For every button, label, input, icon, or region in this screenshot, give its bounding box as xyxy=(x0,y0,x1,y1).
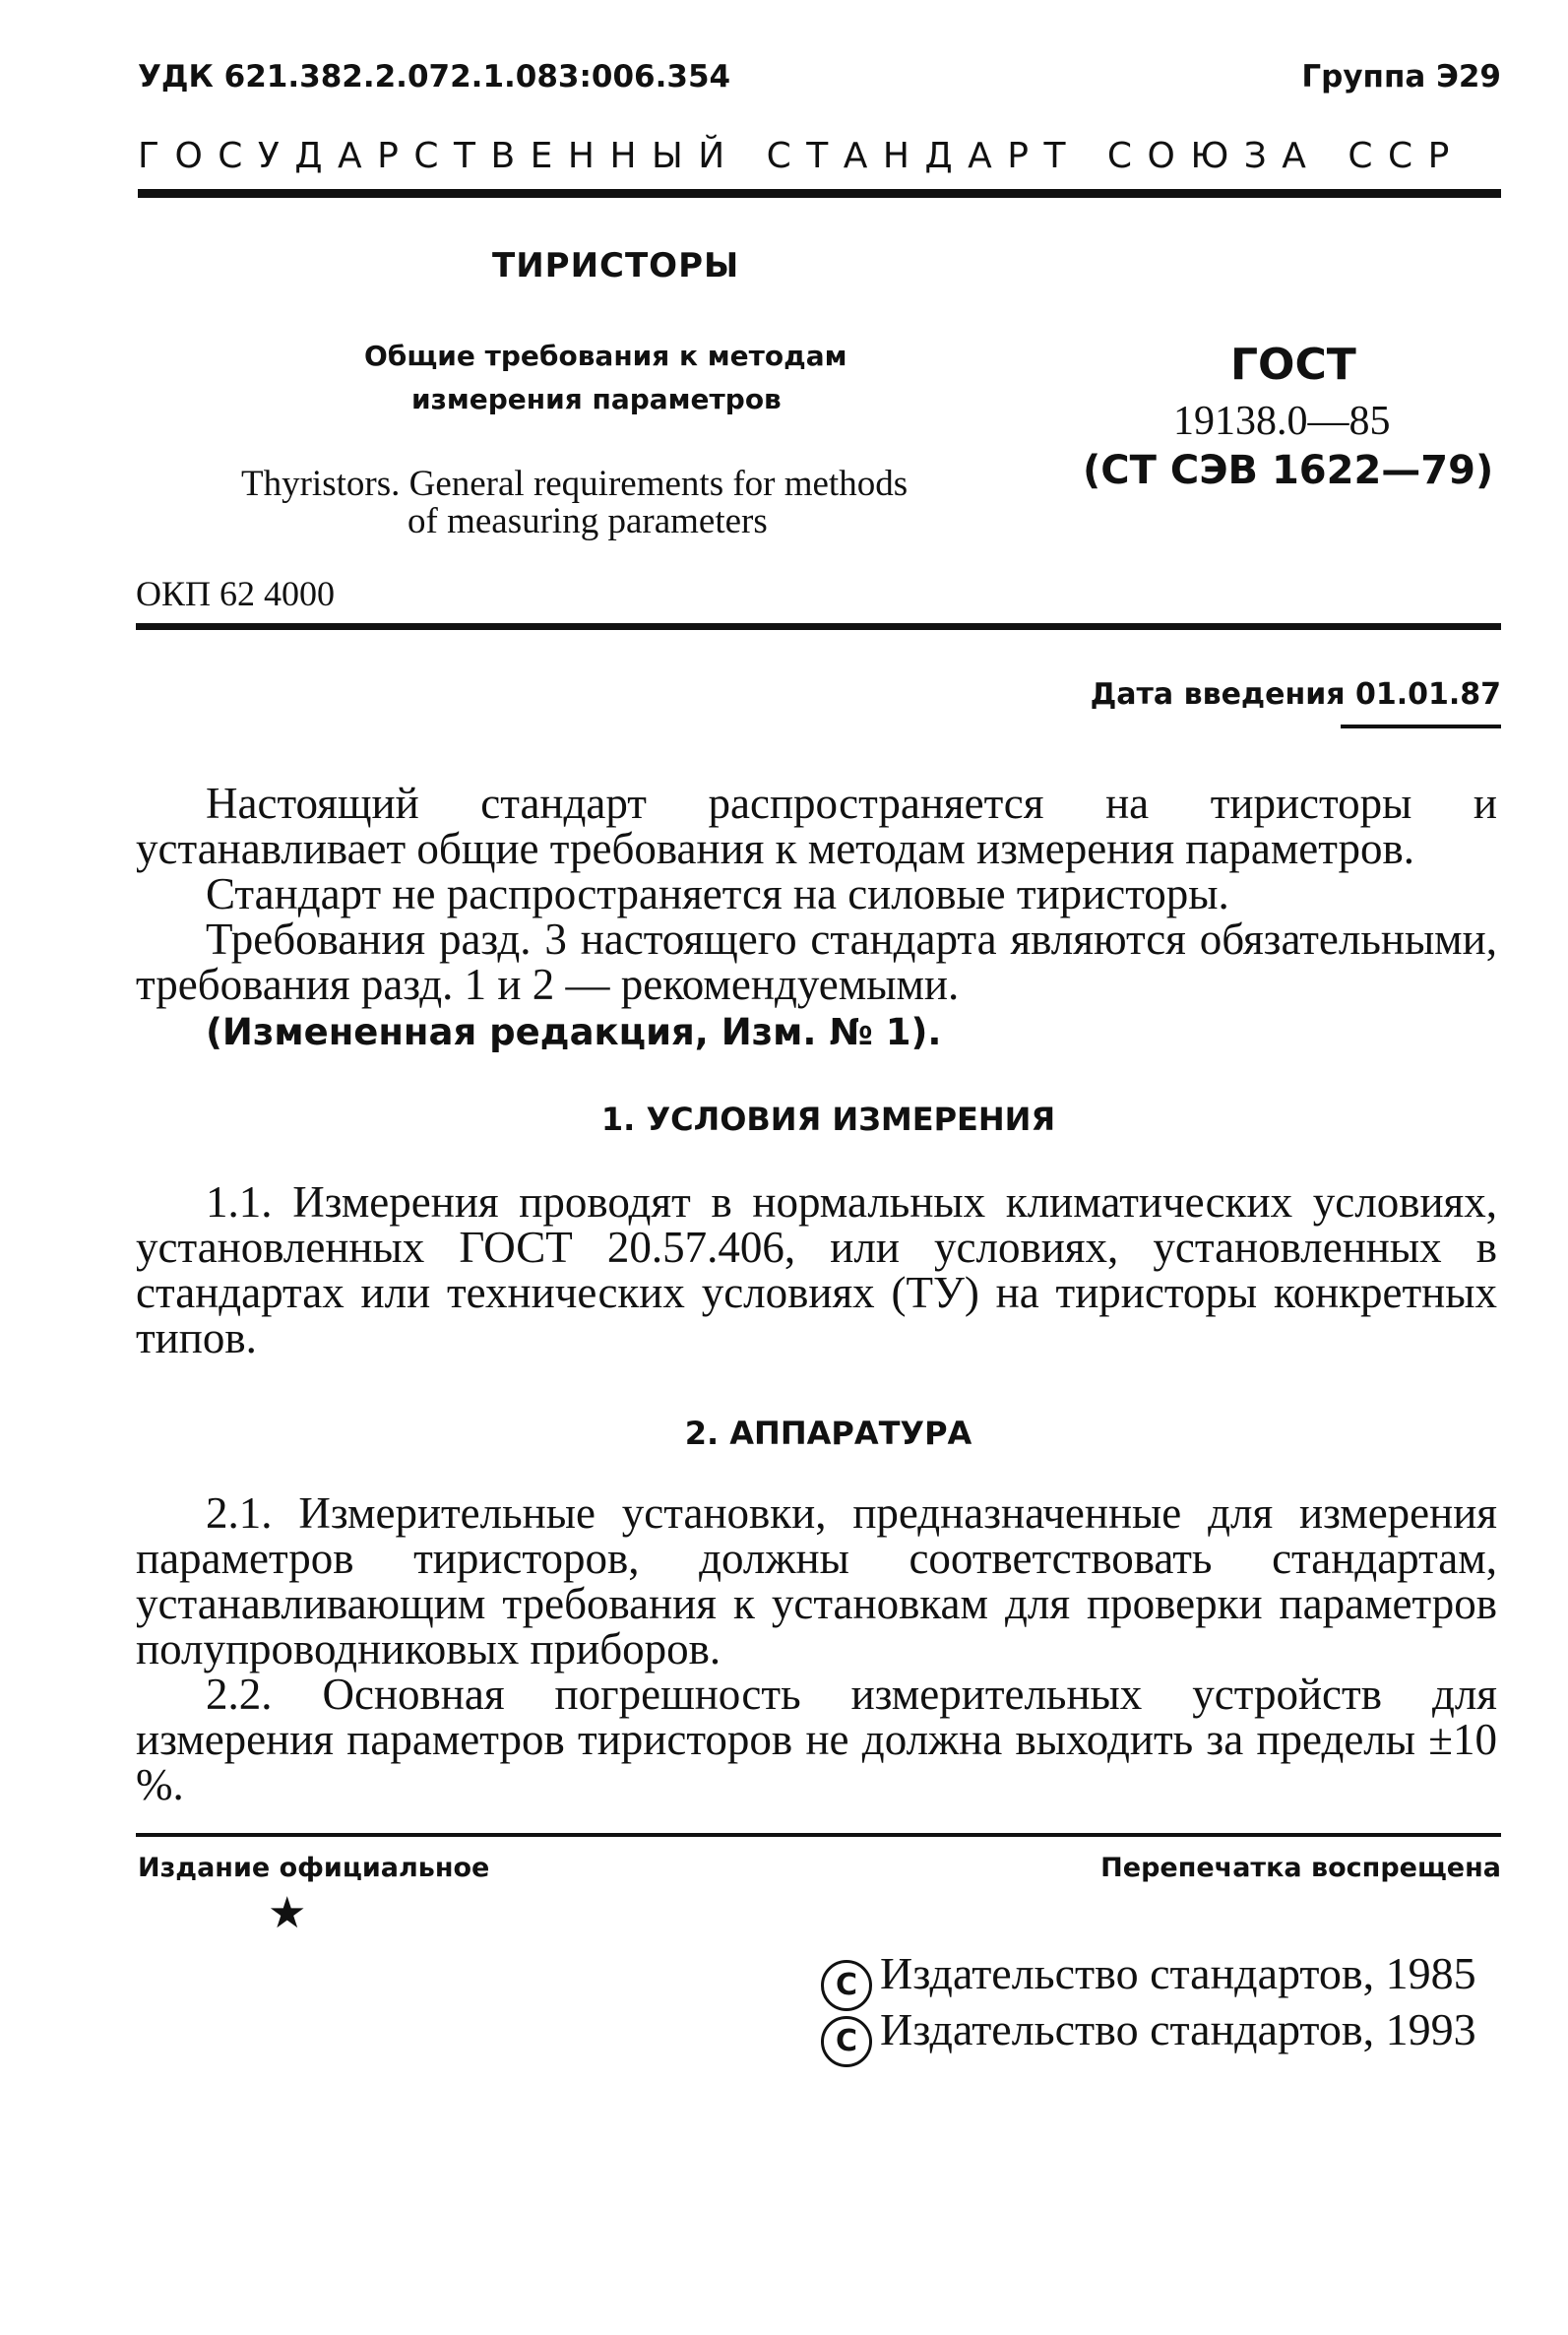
amendment-note: (Измененная редакция, Изм. № 1). xyxy=(206,1011,942,1053)
paragraph-2-1: 2.1. Измерительные установки, предназначенные для измерения параметров тиристоров, должны соответствовать стандартам, устанавливающим требования к установкам для проверки параметров полупроводниковых приборов. xyxy=(136,1488,1497,1673)
title-rule xyxy=(136,623,1501,630)
intro-text xyxy=(136,781,1497,1058)
sev-number: (СТ СЭВ 1622—79) xyxy=(1083,448,1494,493)
intro-paragraph-2: Стандарт не распространяется на силовые тиристоры. xyxy=(206,869,1229,918)
intro-paragraph-3: Требования разд. 3 настоящего стандарта являются обязательными, требования разд. 1 и 2 — рекомендуемыми. xyxy=(136,915,1497,1009)
copyright-1993 xyxy=(821,2003,1476,2067)
english-title-line-1: Thyristors. General requirements for methods xyxy=(241,464,909,504)
paragraph-1-1: 1.1. Измерения проводят в нормальных климатических условиях, установленных ГОСТ 20.57.406, или условиях, установленных в стандартах или технических условиях (ТУ) на тиристоры конкретных типов. xyxy=(136,1177,1497,1362)
document-title: ТИРИСТОРЫ xyxy=(492,246,740,285)
gost-label: ГОСТ xyxy=(1230,340,1356,390)
udk-code: УДК 621.382.2.072.1.083:006.354 xyxy=(138,59,731,95)
okp-code: ОКП 62 4000 xyxy=(136,574,336,613)
footer-rule xyxy=(136,1833,1501,1837)
official-edition: Издание официальное xyxy=(138,1853,490,1883)
date-underline xyxy=(1341,725,1501,728)
subtitle-line-2: измерения параметров xyxy=(411,383,782,415)
header-rule xyxy=(138,189,1501,198)
copyright-1985-text: Издательство стандартов, 1985 xyxy=(880,1948,1476,1998)
section-1-title: 1. УСЛОВИЯ ИЗМЕРЕНИЯ xyxy=(600,1101,1056,1138)
copyright-1993-text: Издательство стандартов, 1993 xyxy=(880,2004,1476,2054)
copyright-1985 xyxy=(821,1947,1476,2011)
group-code: Группа Э29 xyxy=(1301,59,1501,95)
english-title-line-2: of measuring parameters xyxy=(408,501,768,541)
section-1-text xyxy=(136,1179,1497,1360)
subtitle-line-1: Общие требования к методам xyxy=(364,340,847,372)
introduction-date: Дата введения 01.01.87 xyxy=(1090,677,1501,712)
intro-paragraph-1: Настоящий стандарт распространяется на тиристоры и устанавливает общие требования к методам измерения параметров. xyxy=(136,779,1497,873)
section-2-title: 2. АППАРАТУРА xyxy=(684,1415,972,1452)
gost-number: 19138.0—85 xyxy=(1173,399,1391,444)
copyright-icon: C xyxy=(821,1960,872,2011)
section-2-text xyxy=(136,1490,1497,1807)
paragraph-2-2: 2.2. Основная погрешность измерительных устройств для измерения параметров тиристоров не должна выходить за пределы ±10 %. xyxy=(136,1670,1497,1809)
state-standard-heading: ГОСУДАРСТВЕННЫЙ СТАНДАРТ СОЮЗА ССР xyxy=(138,136,1465,176)
reprint-prohibited: Перепечатка воспрещена xyxy=(1100,1853,1501,1883)
copyright-icon: C xyxy=(821,2016,872,2067)
star-icon: ★ xyxy=(268,1888,307,1938)
